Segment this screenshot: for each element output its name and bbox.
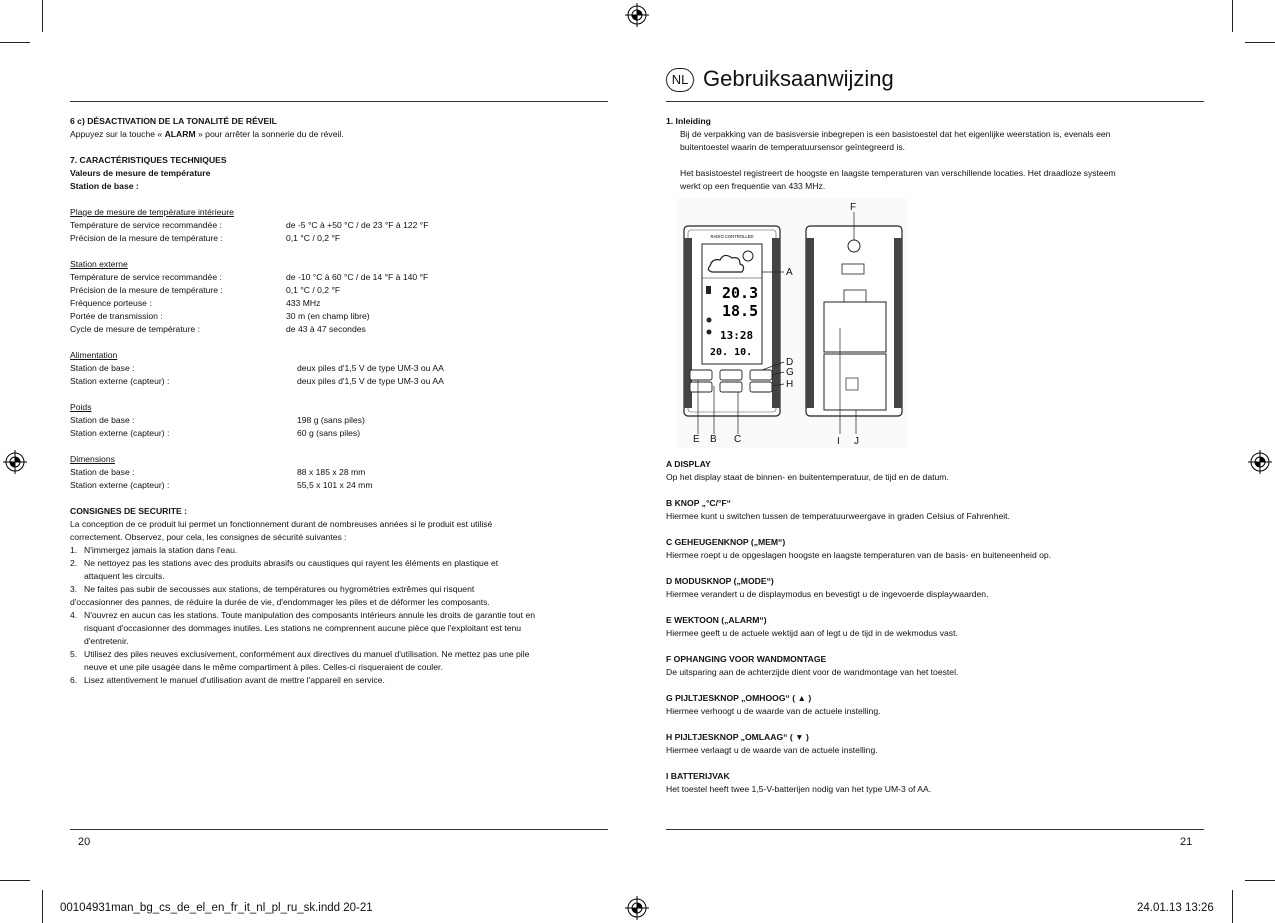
callout-label: G (786, 367, 794, 378)
spec-row (70, 232, 535, 245)
spec-label: Température de service recommandée : (70, 272, 222, 282)
celsius-fahrenheit-button (690, 382, 712, 392)
spacer (666, 523, 1051, 536)
spec-label: Station externe (capteur) : (70, 480, 170, 490)
up-button (750, 370, 772, 380)
safety-text: risquant d'occasionner des dommages inutiles. Les stations ne comprennent aucune pièce que l'exploitant est tenu (84, 623, 522, 633)
callout-label: I (837, 436, 840, 447)
safety-text: N'immergez jamais la station dans l'eau. (84, 545, 238, 555)
base-station-back (806, 226, 902, 416)
component-title: E WEKTOON („ALARM“) (666, 615, 767, 625)
spec-row (70, 271, 535, 284)
section-heading: CONSIGNES DE SECURITE : (70, 506, 187, 516)
intro-text (666, 128, 1116, 193)
intro-line: buitentoestel waarin de temperatuursensor geïntegreerd is. (680, 142, 906, 152)
safety-number: 5. (70, 649, 78, 659)
date-digits: 20. 10. (710, 347, 753, 358)
component-description: Hiermee roept u de opgeslagen hoogste en laagste temperaturen van de basis- en buiteneenheid op. (666, 550, 1052, 560)
component-description: Het toestel heeft twee 1,5-V-batterijen nodig van het type UM-3 of AA. (666, 784, 932, 794)
crop-mark (1232, 890, 1233, 923)
spacer (666, 679, 1051, 692)
safety-number: 2. (70, 558, 78, 568)
intro-line (680, 154, 1116, 167)
safety-item-line (70, 583, 535, 596)
safety-number: 3. (70, 584, 78, 594)
spec-heading: Plage de mesure de température intérieure (70, 207, 234, 217)
crop-mark (42, 890, 43, 923)
bottom-rule (70, 829, 608, 830)
registration-mark-icon (3, 450, 27, 474)
spec-label: Cycle de mesure de température : (70, 324, 200, 334)
spec-row (70, 414, 535, 427)
component-description: Hiermee verandert u de displaymodus en bevestigt u de ingevoerde displaywaarden. (666, 589, 989, 599)
safety-text: Utilisez des piles neuves exclusivement, conformément aux directives du manuel d'utilisation. Ne mettez pas une pile (84, 649, 530, 659)
callout-label: B (710, 434, 717, 445)
spec-value: 198 g (sans piles) (297, 415, 365, 425)
spec-label: Station externe (capteur) : (70, 376, 170, 386)
spec-value: 0,1 °C / 0,2 °F (286, 285, 341, 295)
safety-text: N'ouvrez en aucun cas les stations. Toute manipulation des composants intérieurs annule les droits de garantie tout en (84, 610, 536, 620)
crop-mark (1245, 880, 1275, 881)
spec-value: de -5 °C à +50 °C / de 23 °F à 122 °F (286, 220, 429, 230)
component-title: F OPHANGING VOOR WANDMONTAGE (666, 654, 827, 664)
page-title: Gebruiksaanwijzing (703, 66, 894, 91)
clock-digits: 13:28 (720, 329, 754, 342)
safety-text: Ne faites pas subir de secousses aux stations, de températures ou hygrométries extrêmes qui risquent (84, 584, 475, 594)
section-heading: 1. Inleiding (666, 116, 711, 126)
spec-row (70, 466, 535, 479)
text-span-bold: ALARM (164, 129, 196, 139)
spec-row (70, 310, 535, 323)
wall-mount-hole-icon (848, 240, 860, 252)
spec-value: 433 MHz (286, 298, 321, 308)
safety-item-line (70, 570, 535, 583)
spec-label: Station de base : (70, 363, 135, 373)
safety-text: Ne nettoyez pas les stations avec des produits abrasifs ou caustiques qui rayent les éléments en plastique et (84, 558, 499, 568)
sub-heading: Valeurs de mesure de température (70, 168, 211, 178)
spec-label: Précision de la mesure de température : (70, 233, 223, 243)
safety-text: d'entretenir. (84, 636, 129, 646)
component-description: Hiermee verlaagt u de waarde van de actuele instelling. (666, 745, 878, 755)
text-span: » pour arrêter la sonnerie du de réveil. (195, 129, 344, 139)
slug-filename: 00104931man_bg_cs_de_el_en_fr_it_nl_pl_ru_sk.indd 20-21 (60, 902, 373, 914)
intro-line: Het basistoestel registreert de hoogste en laagste temperaturen van verschillende locaties. Het draadloze systeem (680, 168, 1116, 178)
page-number: 20 (78, 836, 91, 848)
callout-label: E (693, 434, 700, 445)
component-description: Hiermee geeft u de actuele wektijd aan of legt u de tijd in de wekmodus vast. (666, 628, 958, 638)
spacer (70, 193, 535, 206)
spacer (70, 336, 535, 349)
bottom-rule (666, 829, 1204, 830)
mem-button (720, 382, 742, 392)
registration-mark-icon (1248, 450, 1272, 474)
down-button (750, 382, 772, 392)
spec-row (70, 284, 535, 297)
safety-item-line (70, 544, 535, 557)
spec-value: deux piles d'1,5 V de type UM-3 ou AA (297, 363, 444, 373)
component-title: G PIJLTJESKNOP „OMHOOG“ ( ▲ ) (666, 693, 812, 703)
page-number: 21 (1180, 836, 1193, 848)
spec-value: 88 x 185 x 28 mm (297, 467, 366, 477)
safety-item-line (70, 635, 535, 648)
intro-line: Bij de verpakking van de basisversie inbegrepen is een basistoestel dat het eigenlijke weerstation is, evenals een (680, 129, 1111, 139)
spec-value: 60 g (sans piles) (297, 428, 361, 438)
safety-number: 6. (70, 675, 78, 685)
spec-label: Portée de transmission : (70, 311, 163, 321)
intro-block (666, 115, 1116, 193)
device-figure (676, 198, 916, 448)
safety-item-line (70, 596, 535, 609)
spec-heading: Alimentation (70, 350, 118, 360)
safety-item-line (70, 557, 535, 570)
spec-heading: Dimensions (70, 454, 115, 464)
language-badge: NL (666, 68, 694, 92)
spacer (666, 562, 1051, 575)
spec-row (70, 323, 535, 336)
callout-label: J (854, 436, 859, 447)
spec-label: Station de base : (70, 467, 135, 477)
spec-heading: Station externe (70, 259, 128, 269)
spec-label: Précision de la mesure de température : (70, 285, 223, 295)
paragraph-line: La conception de ce produit lui permet un fonctionnement durant de nombreuses années si le produit est utilisé (70, 519, 493, 529)
spacer (666, 601, 1051, 614)
safety-text: Lisez attentivement le manuel d'utilisation avant de mettre l'appareil en service. (84, 675, 385, 685)
safety-number (70, 635, 84, 648)
component-description: Hiermee kunt u switchen tussen de temperatuurweergave in graden Celsius of Fahrenheit. (666, 511, 1010, 521)
slug-date: 24.01.13 13:26 (1137, 902, 1214, 914)
component-description: De uitsparing aan de achterzijde dient voor de wandmontage van het toestel. (666, 667, 959, 677)
paragraph (70, 518, 535, 544)
crop-mark (1232, 0, 1233, 32)
safety-item-line (70, 674, 535, 687)
text-span: Appuyez sur la touche « (70, 129, 165, 139)
safety-number: 1. (70, 545, 78, 555)
safety-number (70, 661, 84, 674)
spacer (666, 718, 1051, 731)
base-station-front (684, 226, 780, 416)
safety-item-line (70, 661, 535, 674)
component-list (666, 458, 1051, 796)
callout-label: F (850, 202, 857, 213)
paragraph-line: correctement. Observez, pour cela, les consignes de sécurité suivantes : (70, 532, 347, 542)
component-title: A DISPLAY (666, 459, 711, 469)
crop-mark (0, 880, 30, 881)
outdoor-temperature-digits: 18.5 (722, 302, 759, 320)
spec-row (70, 427, 535, 440)
spacer (666, 757, 1051, 770)
spacer (666, 484, 1051, 497)
top-rule (70, 101, 608, 102)
mode-button (720, 370, 742, 380)
radio-controlled-label: RADIO CONTROLLED (710, 234, 754, 239)
spec-value: deux piles d'1,5 V de type UM-3 ou AA (297, 376, 444, 386)
crop-mark (1245, 42, 1275, 43)
crop-mark (0, 42, 30, 43)
spec-label: Station de base : (70, 415, 135, 425)
alarm-button (690, 370, 712, 380)
spacer (70, 245, 535, 258)
spec-row (70, 479, 535, 492)
spec-label: Température de service recommandée : (70, 220, 222, 230)
spec-row (70, 219, 535, 232)
spec-value: 55,5 x 101 x 24 mm (297, 480, 373, 490)
component-title: C GEHEUGENKNOP („MEM“) (666, 537, 786, 547)
safety-item-line (70, 648, 535, 661)
safety-item-line (70, 622, 535, 635)
spec-value: de -10 °C à 60 °C / de 14 °F à 140 °F (286, 272, 429, 282)
section-heading: 6 c) DÉSACTIVATION DE LA TONALITÉ DE RÉVEIL (70, 116, 277, 126)
component-title: I BATTERIJVAK (666, 771, 730, 781)
spacer (70, 440, 535, 453)
crop-mark (42, 0, 43, 32)
safety-text: attaquent les circuits. (84, 571, 165, 581)
spec-label: Fréquence porteuse : (70, 298, 152, 308)
component-description: Op het display staat de binnen- en buitentemperatuur, de tijd en de datum. (666, 472, 949, 482)
registration-mark-icon (625, 896, 649, 920)
spacer (70, 388, 535, 401)
safety-number (70, 622, 84, 635)
spec-heading: Poids (70, 402, 92, 412)
spec-value: de 43 à 47 secondes (286, 324, 366, 334)
registration-mark-icon (625, 3, 649, 27)
safety-number: 4. (70, 610, 78, 620)
intro-line: werkt op een frequentie van 433 MHz. (680, 181, 826, 191)
spec-value: 30 m (en champ libre) (286, 311, 370, 321)
spec-sections (70, 193, 535, 492)
top-rule (666, 101, 1204, 102)
component-title: H PIJLTJESKNOP „OMLAAG“ ( ▼ ) (666, 732, 809, 742)
spec-row (70, 362, 535, 375)
safety-list (70, 544, 535, 687)
paragraph (70, 128, 535, 141)
component-title: D MODUSKNOP („MODE“) (666, 576, 774, 586)
spacer (666, 640, 1051, 653)
spec-row (70, 375, 535, 388)
section-heading: 7. CARACTÉRISTIQUES TECHNIQUES (70, 155, 227, 165)
safety-text: neuve et une pile usagée dans le même compartiment à piles. Celles-ci risqueraient de couler. (84, 662, 443, 672)
spec-row (70, 297, 535, 310)
callout-label: D (786, 357, 794, 368)
callout-label: C (734, 434, 742, 445)
callout-label: H (786, 379, 794, 390)
component-title: B KNOP „°C/°F“ (666, 498, 731, 508)
callout-label: A (786, 267, 793, 278)
safety-text: d'occasionner des pannes, de réduire la durée de vie, d'endommager les piles et de déformer les composants. (70, 597, 490, 607)
sub-heading: Station de base : (70, 181, 139, 191)
spec-label: Station externe (capteur) : (70, 428, 170, 438)
component-description: Hiermee verhoogt u de waarde van de actuele instelling. (666, 706, 881, 716)
left-page-content (70, 115, 535, 687)
safety-item-line (70, 609, 535, 622)
safety-number (70, 570, 84, 583)
indoor-temperature-digits: 20.3 (722, 284, 759, 302)
spec-value: 0,1 °C / 0,2 °F (286, 233, 341, 243)
battery-compartment (824, 354, 886, 410)
